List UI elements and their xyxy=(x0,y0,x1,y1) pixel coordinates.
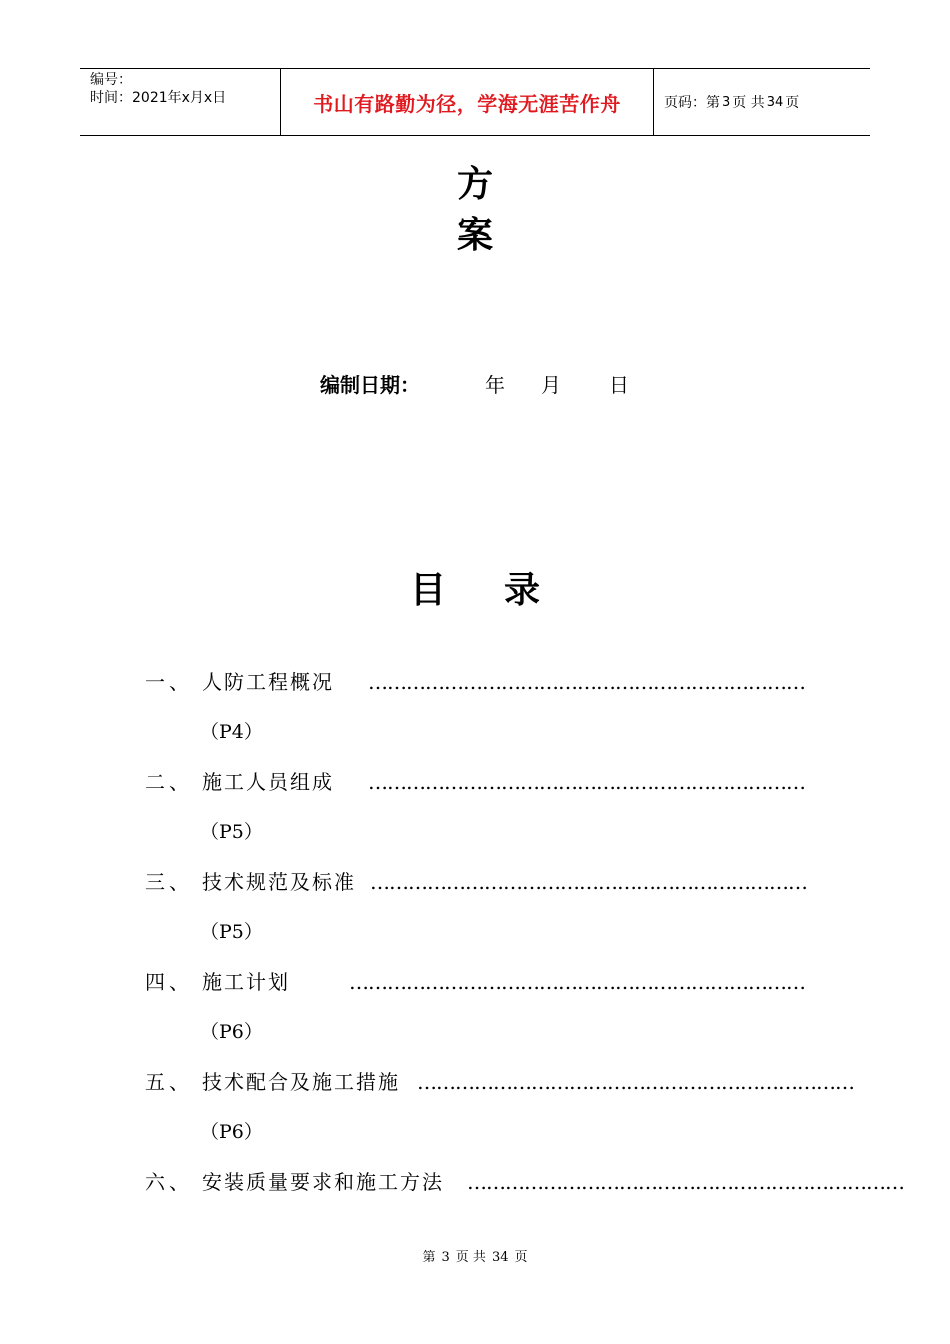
toc-item[interactable] xyxy=(145,967,805,997)
toc-heading-char-2: 录 xyxy=(504,570,541,611)
toc-item-label: 技术配合及施工措施 xyxy=(202,1070,400,1094)
compile-date-day: 日 xyxy=(609,373,629,397)
toc-item-number: 五、 xyxy=(145,1070,193,1094)
page-total: 34 xyxy=(766,94,784,110)
header-page-info xyxy=(654,69,870,135)
compile-date-line xyxy=(320,369,629,398)
toc-item[interactable] xyxy=(145,667,805,697)
compile-date-month: 月 xyxy=(541,373,561,397)
toc-item[interactable] xyxy=(145,767,805,797)
compile-date-year: 年 xyxy=(485,373,505,397)
toc-item[interactable] xyxy=(145,1067,854,1097)
toc-item-label: 安装质量要求和施工方法 xyxy=(202,1170,444,1194)
header-meta-cell xyxy=(80,69,281,135)
page-prefix: 页码：第 xyxy=(664,95,720,111)
toc-item-page: （P4） xyxy=(200,721,263,743)
toc-heading xyxy=(0,562,950,613)
compile-date-label: 编制日期： xyxy=(320,373,420,397)
toc-item-number: 一、 xyxy=(145,670,193,694)
toc-item-number: 三、 xyxy=(145,870,193,894)
doc-title-char-1: 方 xyxy=(456,164,493,205)
toc-item-number: 四、 xyxy=(145,970,193,994)
page-suffix: 页 xyxy=(785,95,800,111)
toc-item-page: （P5） xyxy=(200,921,263,943)
toc-item-label: 施工人员组成 xyxy=(202,770,334,794)
doc-title-char-2: 案 xyxy=(456,215,493,256)
toc-item-number: 六、 xyxy=(145,1170,193,1194)
toc-item-label: 人防工程概况 xyxy=(202,670,334,694)
toc-item-page: （P5） xyxy=(200,821,263,843)
toc-leader-dots: …………………………………………………………… xyxy=(368,770,805,794)
header-motto: 书山有路勤为径，学海无涯苦作舟 xyxy=(281,69,654,135)
footer-suffix: 页 xyxy=(514,1250,528,1265)
footer-mid: 页 共 xyxy=(455,1250,486,1265)
toc-item-label: 技术规范及标准 xyxy=(202,870,356,894)
toc-leader-dots: …………………………………………………………… xyxy=(417,1070,854,1094)
toc-leader-dots: …………………………………………………………… xyxy=(368,670,805,694)
toc-leader-dots: ……………………………………………………………… xyxy=(349,970,805,994)
toc-item[interactable] xyxy=(145,1167,904,1197)
toc-item-page: （P6） xyxy=(200,1021,263,1043)
page-footer xyxy=(0,1246,950,1265)
footer-current: 3 xyxy=(441,1250,450,1265)
toc-leader-dots: …………………………………………………………… xyxy=(467,1170,904,1194)
footer-total: 34 xyxy=(491,1250,509,1265)
toc-item[interactable] xyxy=(145,867,805,897)
toc-item-label: 施工计划 xyxy=(202,970,290,994)
toc-heading-char-1: 目 xyxy=(409,570,446,611)
page-current: 3 xyxy=(722,94,731,110)
toc-item-page: （P6） xyxy=(200,1121,263,1143)
document-header xyxy=(80,68,870,136)
date-label: 时间：2021年x月x日 xyxy=(90,90,227,106)
footer-prefix: 第 xyxy=(422,1250,436,1265)
toc-item-number: 二、 xyxy=(145,770,193,794)
page-mid: 页 共 xyxy=(732,95,765,111)
serial-number-label: 编号： xyxy=(90,72,132,88)
toc-leader-dots: …………………………………………………………… xyxy=(370,870,807,894)
